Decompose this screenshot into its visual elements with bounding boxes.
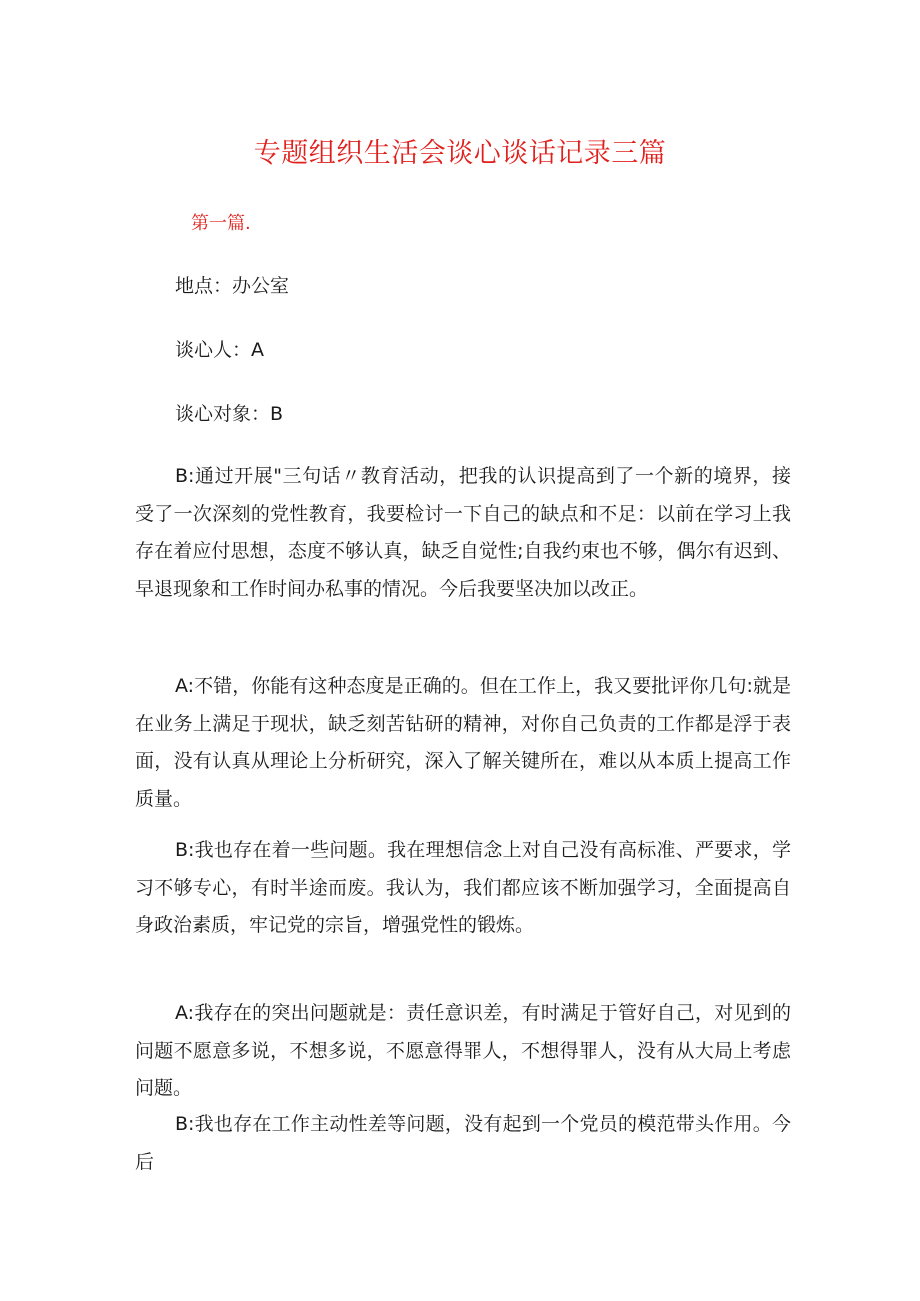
paragraph-1: B:通过开展"三句话〃教育活动，把我的认识提高到了一个新的境界，接受了一次深刻的党性教育，我要检讨一下自己的缺点和不足：以前在学习上我存在着应付思想，态度不够认真，缺乏自觉性;自我约束也不够，偶尔有迟到、早退现象和工作时间办私事的情况。今后我要坚决加以改正。	[135, 465, 791, 600]
paragraph-2: A:不错，你能有这种态度是正确的。但在工作上，我又要批评你几句:就是在业务上满足于现状，缺乏刻苦钻研的精神，对你自己负责的工作都是浮于表面，没有认真从理论上分析研究，深入了解关键所在，难以从本质上提高工作质量。	[135, 675, 791, 810]
section-heading: 第一篇.	[191, 213, 251, 234]
paragraph-5: B:我也存在工作主动性差等问题，没有起到一个党员的模范带头作用。今后	[135, 1113, 791, 1173]
meta-location: 地点：办公室	[175, 275, 290, 297]
paragraph-3: B:我也存在着一些问题。我在理想信念上对自己没有高标准、严要求，学习不够专心，有时半途而废。我认为，我们都应该不断加强学习，全面提高自身政治素质，牢记党的宗旨，增强党性的锻炼。	[135, 839, 791, 936]
meta-target: 谈心对象：B	[175, 403, 284, 425]
document-title: 专题组织生活会谈心谈话记录三篇	[253, 138, 667, 169]
meta-speaker: 谈心人：A	[175, 339, 264, 361]
paragraph-4: A:我存在的突出问题就是：责任意识差，有时满足于管好自己，对见到的问题不愿意多说，不想多说，不愿意得罪人，不想得罪人，没有从大局上考虑问题。	[135, 1002, 791, 1099]
